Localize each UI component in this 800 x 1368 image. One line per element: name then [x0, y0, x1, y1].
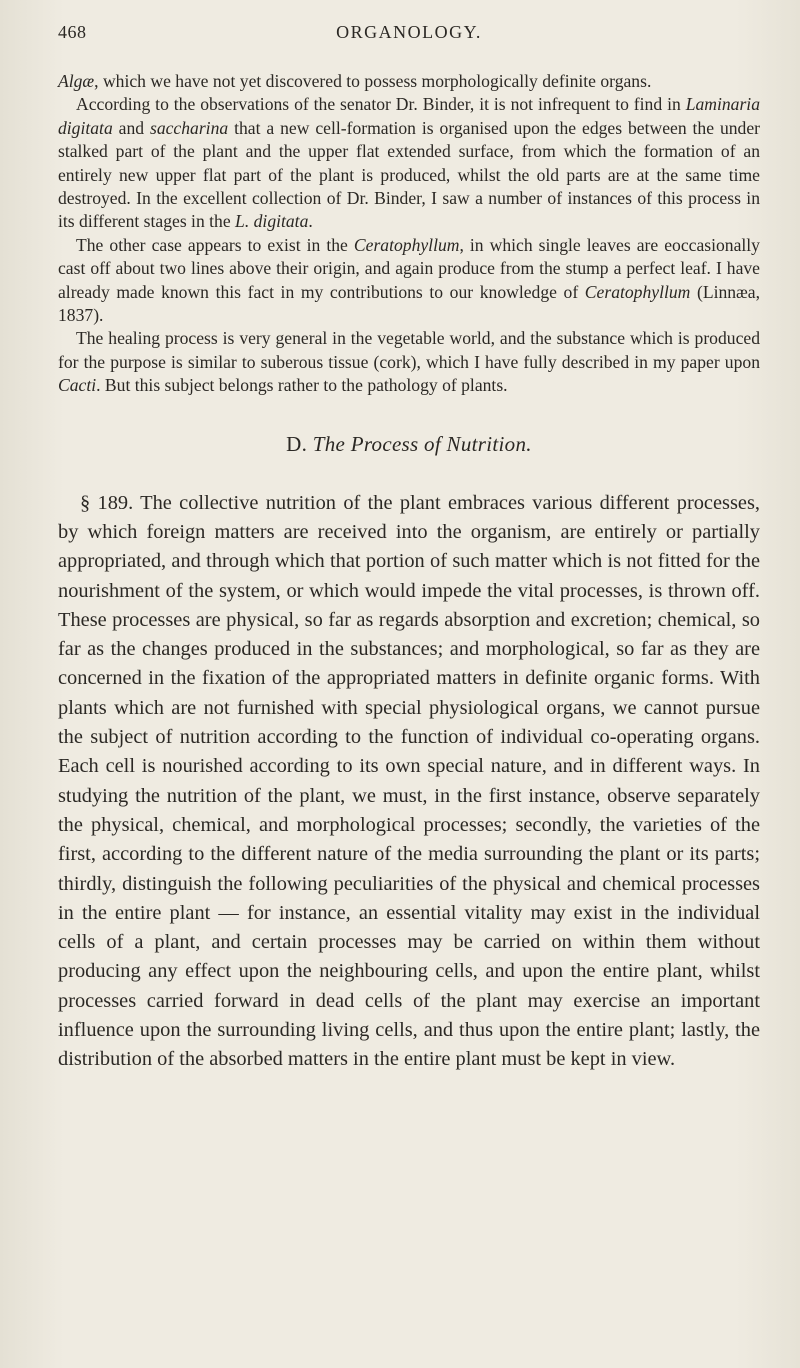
page-number: 468	[58, 22, 87, 42]
paragraph	[58, 93, 760, 233]
text-run: that a new cell-formation is organised upon the edges between the under stalked part of the plant and the upper flat extended surface, from which the formation of an entirely new upper flat part of the plant is produced, whilst the old parts are at the same time destroyed. In the excellent collection of Dr. Binder, I saw a number of instances of this process in its different stages in the	[58, 117, 760, 232]
italic-text: Ceratophyllum	[353, 234, 460, 255]
paragraph	[58, 489, 760, 1075]
text-run: , which we have not yet discovered to possess morphologically definite organs.	[94, 71, 652, 91]
text-run: § 189. The collective nutrition of the plant embraces various different processes, by which foreign matters are received into the organism, are entirely or partially appropriated, and through which that portion of such matter which is not fitted for the nourishment of the system, or which would impede the vital processes, is thrown off. These processes are physical, so far as regards absorption and excretion; chemical, so far as the changes produced in the substances; and morphological, so far as they are concerned in the fixation of the appropriated matters in definite organic forms. With plants which are not furnished with special physiological organs, we cannot pursue the subject of nutrition according to the function of individual co-operating organs. Each cell is nourished according to its own special nature, and in different ways. In studying the nutrition of the plant, we must, in the first instance, observe separately the physical, chemical, and morphological processes; secondly, the varieties of the first, according to the different nature of the media surrounding the plant or its parts; thirdly, distinguish the following peculiarities of the physical and chemical processes in the entire plant — for instance, an essential vitality may exist in the individual cells of a plant, and certain processes may be carried on within them without producing any effect upon the neighbouring cells, and upon the entire plant, whilst processes carried forward in dead cells of the plant may exercise an important influence upon the surrounding living cells, and thus upon the entire plant; lastly, the distribution of the absorbed matters in the entire plant must be kept in view.	[58, 491, 760, 1071]
text-run: , in which single leaves are eoccasionally cast off about two lines above their origin, and again produce from the stump a perfect leaf. I have already made known this fact in my contributions to our knowledge of	[58, 234, 760, 302]
italic-text: L. digitata	[235, 211, 309, 232]
text-run: .	[308, 211, 313, 232]
italic-text: Cacti	[58, 375, 97, 396]
section-heading	[58, 432, 760, 457]
text-run: The other case appears to exist in the	[76, 234, 354, 255]
text-run: and	[112, 117, 150, 138]
running-title: ORGANOLOGY.	[336, 22, 482, 42]
paragraph	[58, 234, 760, 328]
text-run: (Linnæa, 1837).	[58, 281, 760, 326]
italic-text: Ceratophyllum	[584, 281, 691, 302]
section-label: D.	[286, 431, 308, 456]
main-text-block	[58, 489, 760, 1075]
text-run: The healing process is very general in the vegetable world, and the substance which is produced for the purpose is similar to suberous tissue (cork), which I have fully described in my paper upon	[58, 328, 760, 372]
running-head	[58, 22, 760, 50]
text-run: . But this subject belongs rather to the pathology of plants.	[96, 375, 508, 396]
paragraph	[58, 70, 760, 93]
italic-text: saccharina	[149, 117, 229, 138]
italic-text: Algæ	[58, 71, 95, 91]
paragraph	[58, 327, 760, 397]
section-title: The Process of Nutrition.	[312, 431, 532, 456]
italic-text: Laminaria digitata	[58, 94, 760, 138]
text-run: According to the observations of the senator Dr. Binder, it is not infrequent to find in	[76, 94, 686, 115]
small-print-block	[58, 70, 760, 398]
